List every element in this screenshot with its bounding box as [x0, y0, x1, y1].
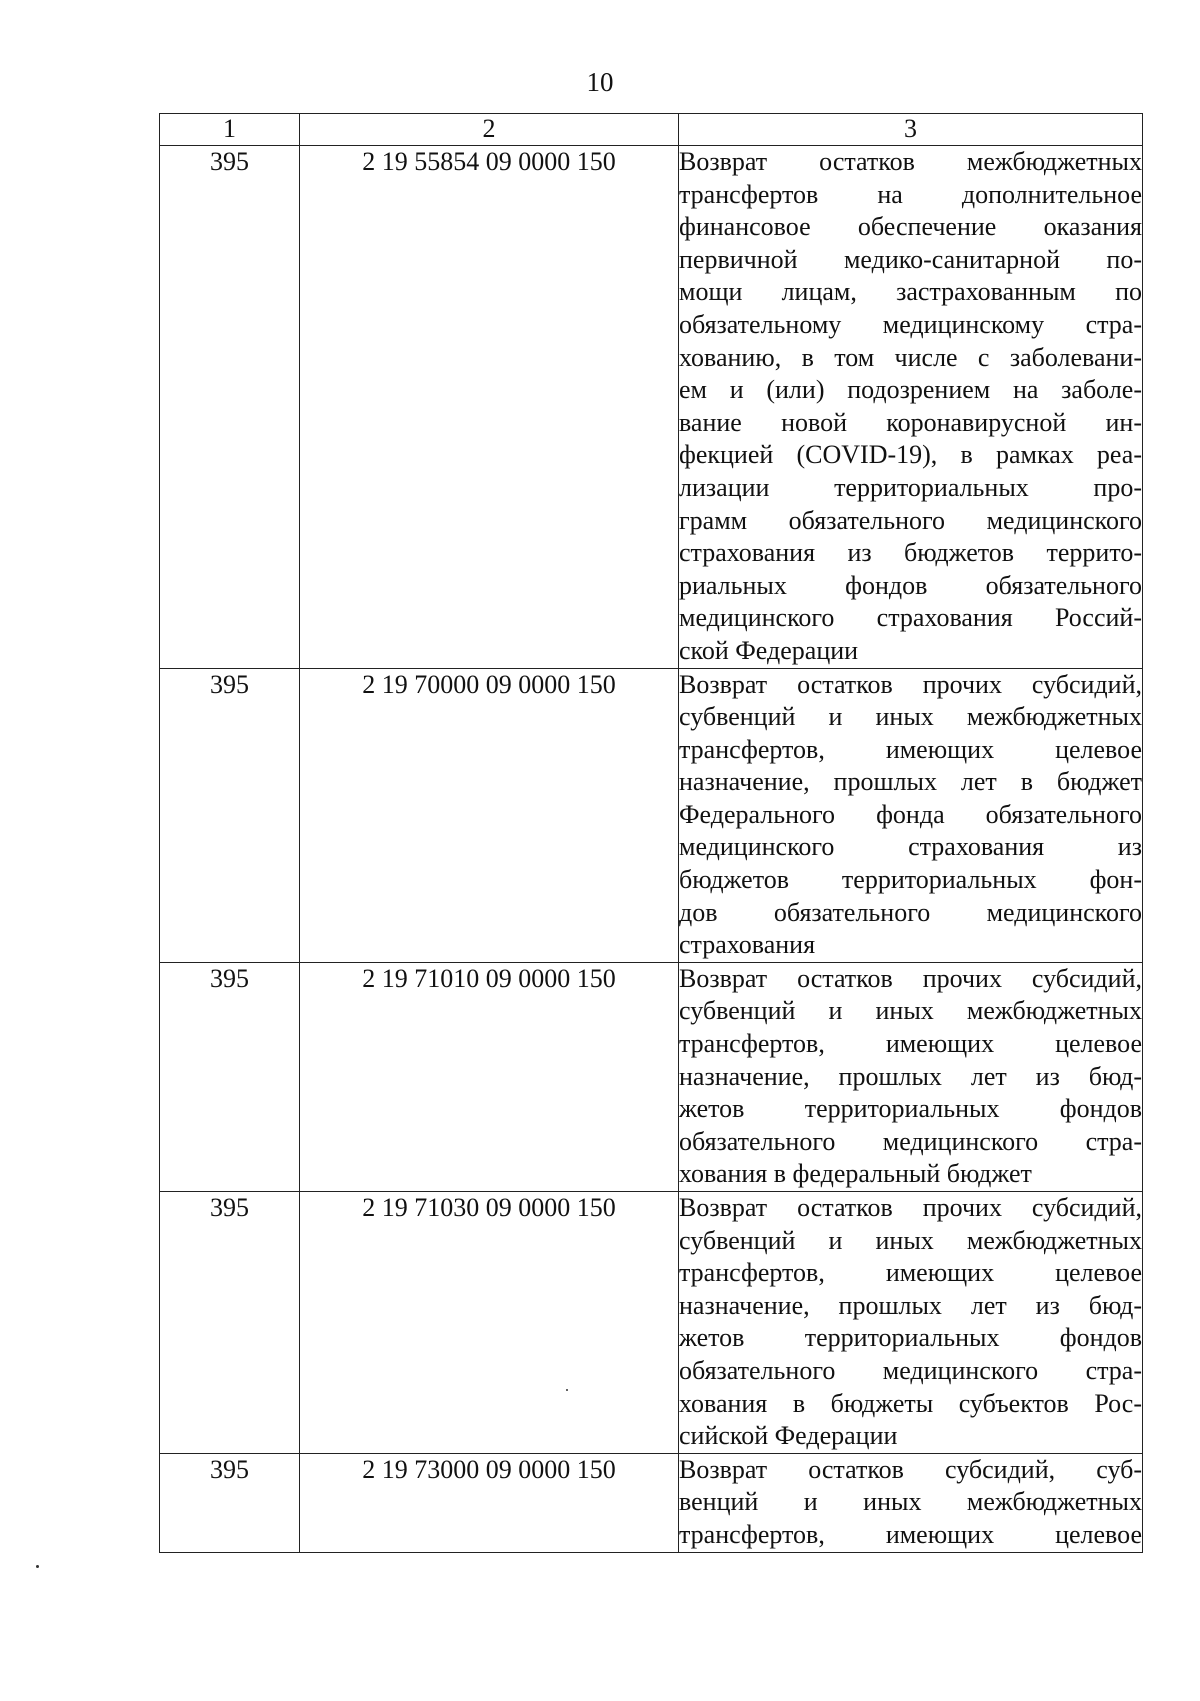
description-line: жетов территориальных фондов [679, 1094, 1142, 1124]
admin-code-cell: 395 [160, 146, 300, 669]
description-line: назначение, прошлых лет в бюджет [679, 767, 1142, 797]
column-header-1: 1 [160, 114, 300, 146]
table-row [160, 1192, 1143, 1454]
budget-code-cell: 2 19 55854 09 0000 150 [300, 146, 679, 669]
description-line: риальных фондов обязательного [679, 570, 1142, 600]
description-line: лизации территориальных про- [679, 472, 1142, 502]
description-line: Возврат остатков межбюджетных [679, 147, 1142, 176]
description-line: трансфертов на дополнительное [679, 179, 1142, 209]
description-line: Возврат остатков прочих субсидий, [679, 669, 1142, 699]
description-line: сийской Федерации [679, 1421, 898, 1451]
description-line: дов обязательного медицинского [679, 897, 1142, 927]
table-row [160, 962, 1143, 1191]
description-line: обязательного медицинского стра- [679, 1126, 1142, 1156]
column-number-row [160, 114, 1143, 146]
description-line: мощи лицам, застрахованным по [679, 277, 1142, 307]
description-line: медицинского страхования из [679, 832, 1142, 862]
budget-code-cell: 2 19 70000 09 0000 150 [300, 668, 679, 962]
page-number: 10 [586, 67, 614, 97]
description-line: хования в федеральный бюджет [679, 1159, 1032, 1189]
description-line: Федерального фонда обязательного [679, 799, 1142, 829]
admin-code-cell: 395 [160, 1453, 300, 1552]
description-line: назначение, прошлых лет из бюд- [679, 1290, 1142, 1320]
description-line: грамм обязательного медицинского [679, 505, 1142, 535]
admin-code-cell: 395 [160, 668, 300, 962]
description-line: фекцией (COVID-19), в рамках реа- [679, 440, 1142, 470]
description-line: ской Федерации [679, 635, 859, 665]
description-line: трансфертов, имеющих целевое [679, 1519, 1142, 1549]
description-line: трансфертов, имеющих целевое [679, 1029, 1142, 1059]
column-header-3: 3 [679, 114, 1143, 146]
description-line: жетов территориальных фондов [679, 1323, 1142, 1353]
scan-speck [566, 1389, 568, 1391]
scan-speck [36, 1565, 39, 1568]
description-line: трансфертов, имеющих целевое [679, 1258, 1142, 1288]
description-line: первичной медико-санитарной по- [679, 244, 1142, 274]
description-line: вание новой коронавирусной ин- [679, 407, 1142, 437]
description-line: бюджетов территориальных фон- [679, 865, 1142, 895]
description-cell [679, 146, 1143, 669]
table-row [160, 1453, 1143, 1552]
description-line: страхования из бюджетов террито- [679, 538, 1142, 568]
description-line: Возврат остатков прочих субсидий, [679, 1193, 1142, 1222]
table-row [160, 668, 1143, 962]
description-line: ем и (или) подозрением на заболе- [679, 375, 1142, 405]
description-line: медицинского страхования Россий- [679, 603, 1142, 633]
description-line: трансфертов, имеющих целевое [679, 734, 1142, 764]
column-header-2: 2 [300, 114, 679, 146]
admin-code-cell: 395 [160, 962, 300, 1191]
description-line: субвенций и иных межбюджетных [679, 702, 1142, 732]
description-cell [679, 1192, 1143, 1454]
description-line: финансовое обеспечение оказания [679, 212, 1142, 242]
description-cell [679, 668, 1143, 962]
description-line: субвенций и иных межбюджетных [679, 996, 1142, 1026]
description-line: назначение, прошлых лет из бюд- [679, 1061, 1142, 1091]
description-line: Возврат остатков субсидий, суб- [679, 1454, 1142, 1484]
description-line: хования в бюджеты субъектов Рос- [679, 1388, 1142, 1418]
budget-code-cell: 2 19 71030 09 0000 150 [300, 1192, 679, 1454]
description-cell [679, 962, 1143, 1191]
budget-classification-table [159, 113, 1143, 1553]
admin-code-cell: 395 [160, 1192, 300, 1454]
description-cell [679, 1453, 1143, 1552]
description-line: обязательного медицинского стра- [679, 1355, 1142, 1385]
description-line: Возврат остатков прочих субсидий, [679, 963, 1142, 993]
description-line: венций и иных межбюджетных [679, 1487, 1142, 1517]
description-line: обязательному медицинскому стра- [679, 309, 1142, 339]
budget-code-cell: 2 19 73000 09 0000 150 [300, 1453, 679, 1552]
table-row [160, 146, 1143, 669]
budget-code-cell: 2 19 71010 09 0000 150 [300, 962, 679, 1191]
description-line: субвенций и иных межбюджетных [679, 1225, 1142, 1255]
description-line: страхования [679, 930, 816, 960]
description-line: хованию, в том числе с заболевани- [679, 342, 1142, 372]
